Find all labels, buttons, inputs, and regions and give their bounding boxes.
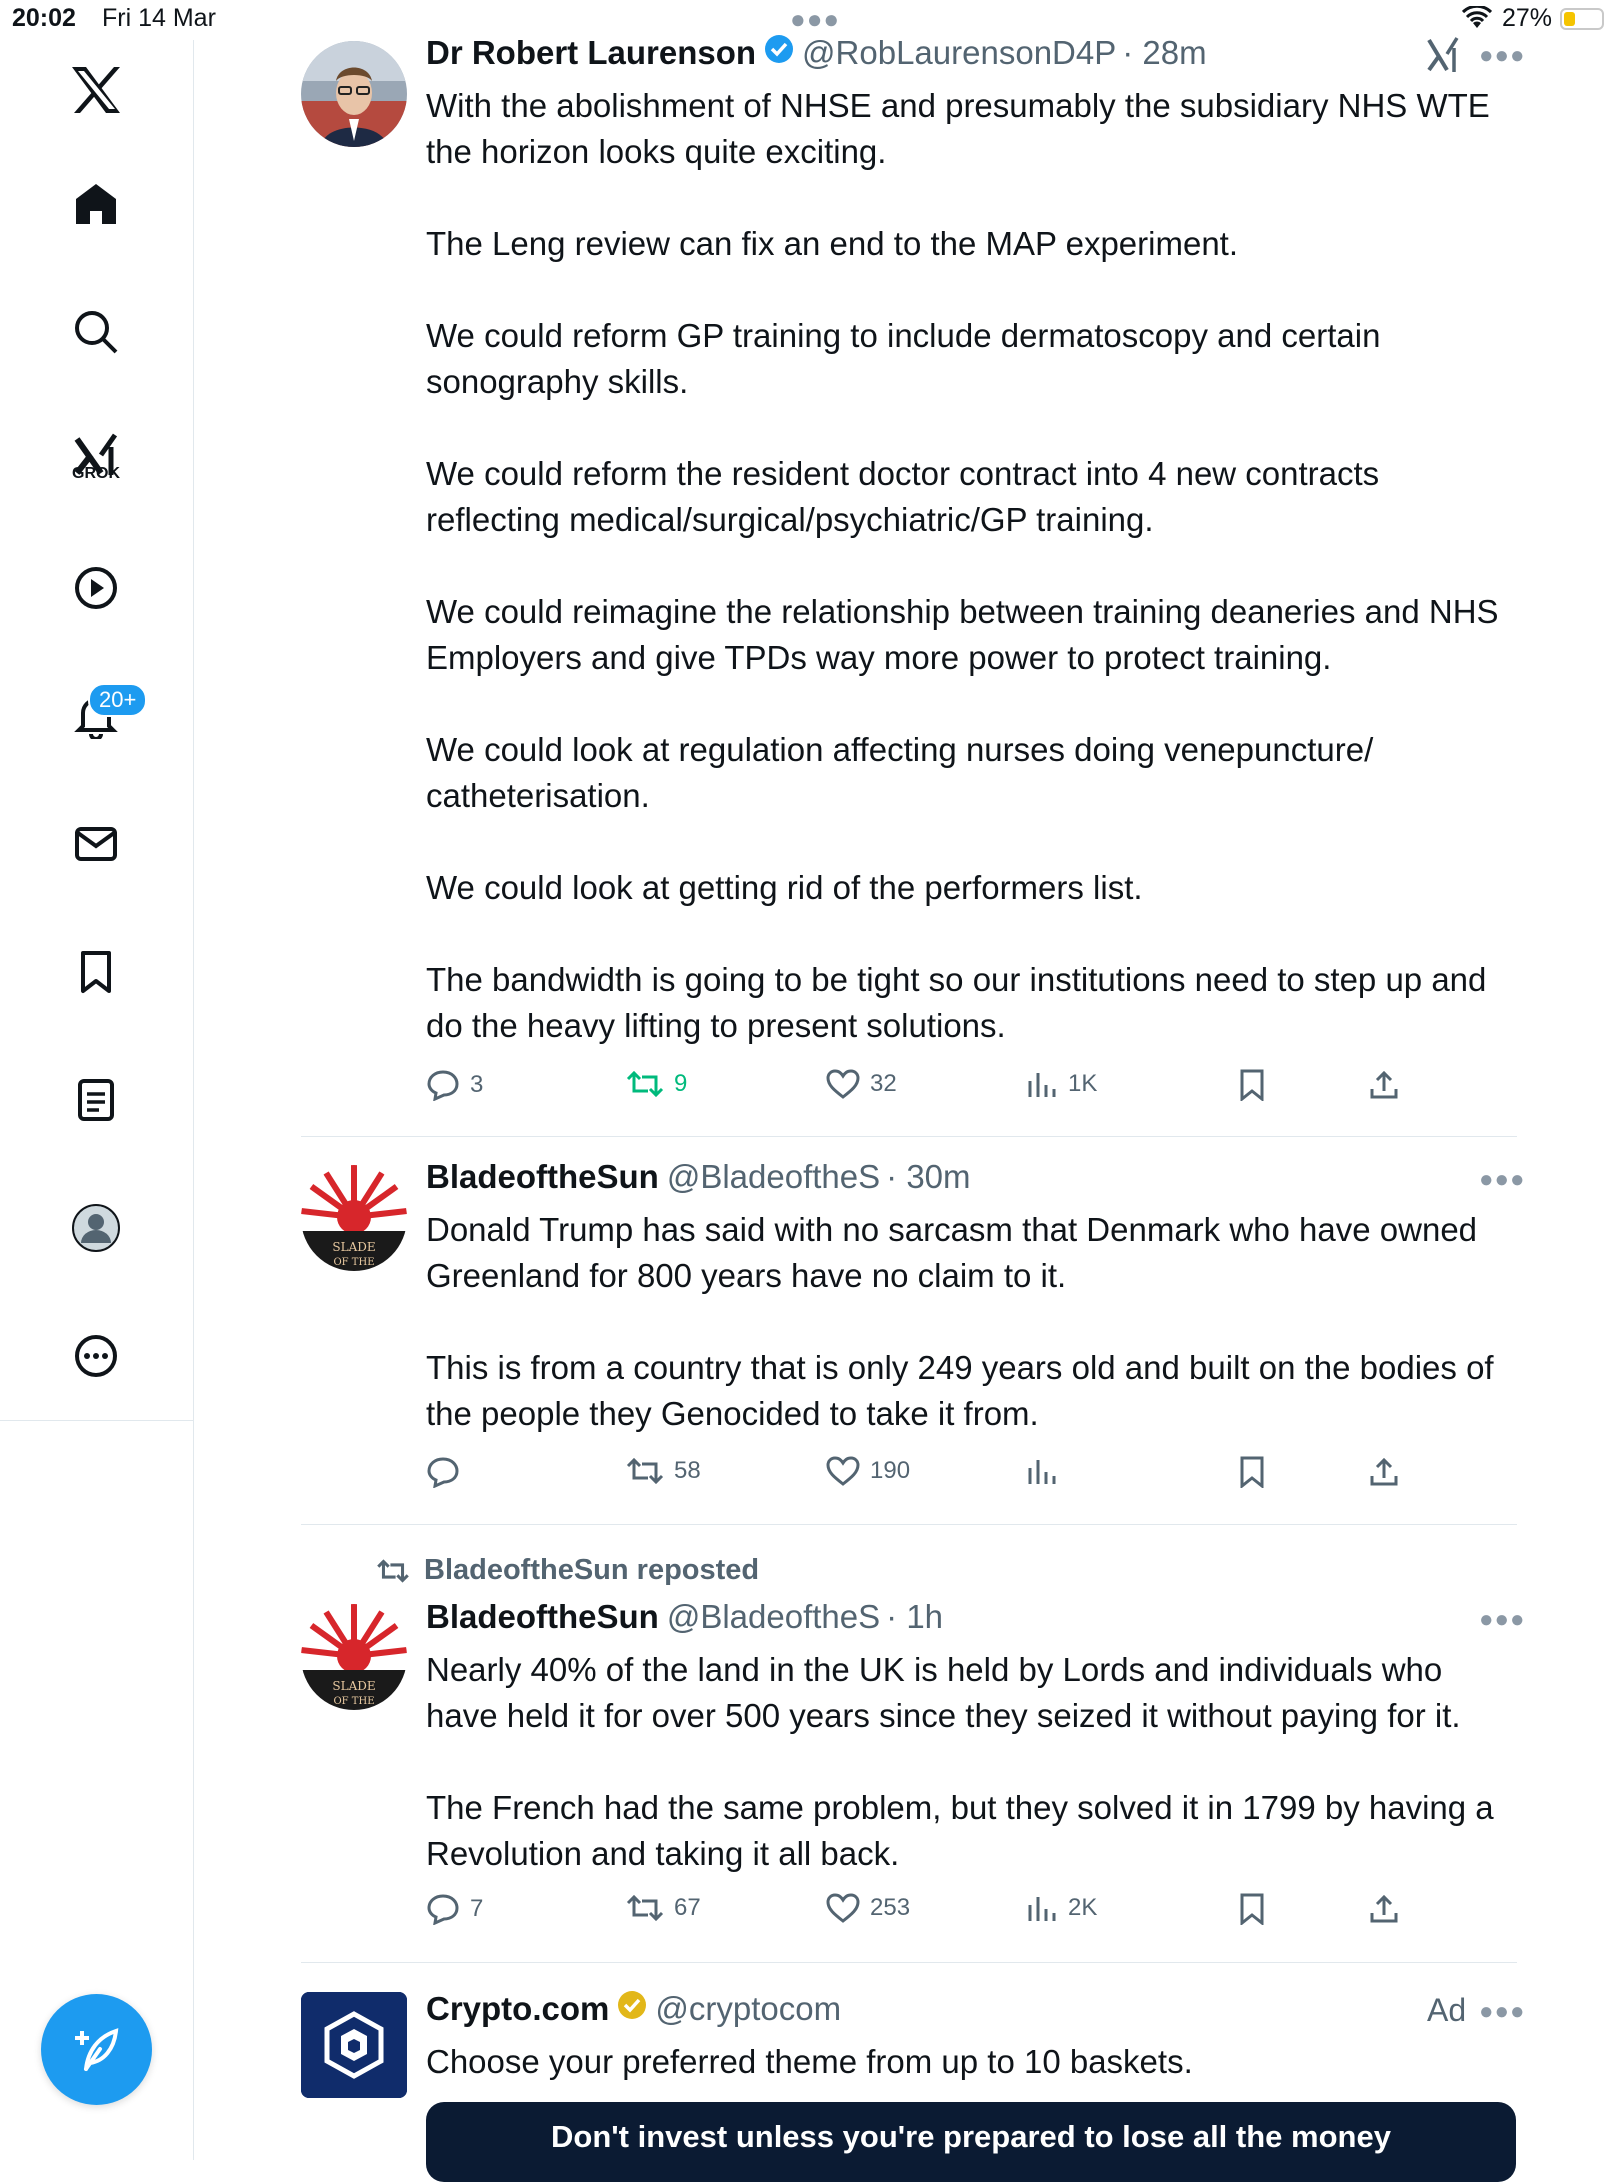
reply-icon: [426, 1456, 460, 1488]
heart-icon: [826, 1893, 860, 1923]
tweet-separator: [301, 1962, 1517, 1963]
author-name[interactable]: BladeoftheSun: [426, 1158, 659, 1195]
svg-text:OF THE: OF THE: [333, 1257, 375, 1268]
status-date: Fri 14 Mar: [102, 4, 216, 32]
avatar[interactable]: [301, 1604, 407, 1710]
reply-icon: [426, 1069, 460, 1101]
avatar[interactable]: [301, 1165, 407, 1271]
grok-icon[interactable]: [66, 425, 126, 485]
grok-analyze-icon[interactable]: [1425, 36, 1461, 79]
tweet-paragraph: This is from a country that is only 249 years old and built on the bodies of the people they Genocided to take it from.: [426, 1349, 1494, 1432]
tweet-paragraph: The Leng review can fix an end to the MAP experiment.: [426, 225, 1239, 262]
author-handle[interactable]: @cryptocom: [655, 1990, 842, 2027]
repost-button[interactable]: [626, 1069, 687, 1099]
repost-icon: [376, 1558, 410, 1584]
sidebar-divider: [0, 1420, 193, 1421]
tweet-time[interactable]: · 28m: [1122, 34, 1207, 71]
tweet-time[interactable]: · 30m: [886, 1158, 971, 1195]
wifi-icon: [1462, 6, 1492, 35]
views-icon: [1026, 1456, 1058, 1486]
more-icon[interactable]: [66, 1326, 126, 1386]
svg-text:OF THE: OF THE: [333, 1696, 375, 1707]
share-icon: [1368, 1456, 1400, 1488]
ad-label: Ad: [1427, 1992, 1467, 2028]
tweet-text: [426, 1207, 1516, 1437]
view-count: 2K: [1068, 1894, 1098, 1921]
views-icon: [1026, 1893, 1058, 1923]
reply-count: 7: [470, 1895, 484, 1922]
more-options-icon[interactable]: ●●●: [1479, 1166, 1526, 1193]
share-icon: [1368, 1069, 1400, 1101]
author-name[interactable]: Crypto.com: [426, 1990, 610, 2027]
svg-text:SLADE: SLADE: [332, 1679, 376, 1693]
heart-icon: [826, 1456, 860, 1486]
tweet-paragraph: We could reform the resident doctor contract into 4 new contracts reflecting medical/surgical/psychiatric/GP training.: [426, 455, 1380, 538]
messages-icon[interactable]: [66, 814, 126, 874]
battery-icon: [1560, 8, 1604, 30]
tweet-paragraph: We could look at regulation affecting nurses doing venepuncture/ catheterisation.: [426, 731, 1374, 814]
tweet-text: [426, 2039, 1516, 2085]
profile-icon[interactable]: [66, 1198, 126, 1258]
share-button[interactable]: [1368, 1456, 1400, 1488]
battery-percent: 27%: [1502, 4, 1553, 32]
bookmark-icon: [1238, 1456, 1266, 1488]
views-button[interactable]: [1026, 1456, 1068, 1486]
heart-icon: [826, 1069, 860, 1099]
tweet-header: [426, 34, 1207, 72]
reply-button[interactable]: [426, 1893, 483, 1925]
bookmark-button[interactable]: [1238, 1456, 1266, 1488]
reply-icon: [426, 1893, 460, 1925]
like-count: 32: [870, 1070, 897, 1097]
author-handle[interactable]: @RobLaurensonD4P: [802, 34, 1117, 71]
repost-count: 58: [674, 1457, 701, 1484]
tweet-separator: [301, 1524, 1517, 1525]
author-handle[interactable]: @BladeoftheS: [666, 1598, 881, 1635]
tweet-header: [426, 1598, 943, 1636]
repost-icon: [626, 1069, 664, 1099]
share-icon: [1368, 1893, 1400, 1925]
repost-count: 67: [674, 1894, 701, 1921]
avatar[interactable]: [301, 41, 407, 147]
share-button[interactable]: [1368, 1069, 1400, 1101]
tweet-paragraph: The French had the same problem, but they solved it in 1799 by having a Revolution and taking it all back.: [426, 1789, 1494, 1872]
author-handle[interactable]: @BladeoftheS: [666, 1158, 881, 1195]
repost-button[interactable]: [626, 1893, 701, 1923]
notifications-badge: 20+: [88, 683, 147, 717]
tweet-time[interactable]: · 1h: [886, 1598, 944, 1635]
avatar[interactable]: [301, 1992, 407, 2098]
bookmark-button[interactable]: [1238, 1069, 1266, 1101]
like-count: 253: [870, 1894, 911, 1921]
tweet-header: [426, 1158, 971, 1196]
tweet-paragraph: Donald Trump has said with no sarcasm that Denmark who have owned Greenland for 800 years have no claim to it.: [426, 1211, 1478, 1294]
repost-button[interactable]: [626, 1456, 701, 1486]
tweet-paragraph: Nearly 40% of the land in the UK is held by Lords and individuals who have held it for over 500 years since they seized it without paying for it.: [426, 1651, 1461, 1734]
tweet-actions: [426, 1456, 1406, 1496]
grok-label: GROK: [72, 465, 120, 482]
tweet-text: [426, 83, 1516, 1049]
like-button[interactable]: [826, 1069, 897, 1099]
views-icon: [1026, 1069, 1058, 1099]
like-button[interactable]: [826, 1893, 910, 1923]
repost-label: BladeoftheSun reposted: [424, 1554, 760, 1586]
tweet-paragraph: The bandwidth is going to be tight so our institutions need to step up and do the heavy lifting to present solutions.: [426, 961, 1487, 1044]
tweet-text: [426, 1647, 1516, 1877]
repost-icon: [626, 1893, 664, 1923]
tweet-separator: [301, 1136, 1517, 1137]
author-name[interactable]: BladeoftheSun: [426, 1598, 659, 1635]
compose-button[interactable]: [41, 1994, 152, 2105]
verified-gold-badge-icon[interactable]: [617, 1990, 647, 2028]
tweet-paragraph: We could reimagine the relationship between training deaneries and NHS Employers and give TPDs way more power to protect training.: [426, 593, 1499, 676]
ad-disclaimer-banner[interactable]: Don't invest unless you're prepared to lose all the money: [426, 2102, 1516, 2182]
bookmarks-icon[interactable]: [66, 942, 126, 1002]
more-options-icon[interactable]: ●●●: [1479, 1998, 1526, 2025]
home-icon[interactable]: [66, 174, 126, 234]
tweet-paragraph: We could reform GP training to include dermatoscopy and certain sonography skills.: [426, 317, 1381, 400]
repost-icon: [626, 1456, 664, 1486]
feather-plus-icon: [70, 2023, 124, 2077]
video-icon[interactable]: [66, 558, 126, 618]
reply-button[interactable]: [426, 1456, 470, 1488]
share-button[interactable]: [1368, 1893, 1400, 1925]
svg-text:SLADE: SLADE: [332, 1240, 376, 1254]
view-count: 1K: [1068, 1070, 1098, 1097]
views-button[interactable]: [1026, 1893, 1097, 1923]
like-count: 190: [870, 1457, 911, 1484]
sidebar-nav: [0, 40, 194, 2160]
reply-button[interactable]: [426, 1069, 483, 1101]
like-button[interactable]: [826, 1456, 910, 1486]
repost-context[interactable]: [376, 1554, 759, 1587]
multitasking-dots-icon[interactable]: ●●●: [790, 4, 841, 34]
lists-icon[interactable]: [66, 1070, 126, 1130]
views-button[interactable]: [1026, 1069, 1097, 1099]
tweet-paragraph: With the abolishment of NHSE and presumably the subsidiary NHS WTE the horizon looks quite exciting.: [426, 87, 1490, 170]
tweet-paragraph: Choose your preferred theme from up to 10 baskets.: [426, 2043, 1193, 2080]
more-options-icon[interactable]: ●●●: [1479, 42, 1526, 69]
author-name[interactable]: Dr Robert Laurenson: [426, 34, 757, 71]
bookmark-button[interactable]: [1238, 1893, 1266, 1925]
tweet-actions: [426, 1069, 1406, 1109]
x-logo-icon[interactable]: [66, 60, 126, 120]
tweet-actions: [426, 1893, 1406, 1933]
search-icon[interactable]: [66, 302, 126, 362]
status-time: 20:02: [12, 4, 76, 32]
more-options-icon[interactable]: ●●●: [1479, 1606, 1526, 1633]
bookmark-icon: [1238, 1069, 1266, 1101]
reply-count: 3: [470, 1071, 484, 1098]
repost-count: 9: [674, 1070, 688, 1097]
tweet-paragraph: We could look at getting rid of the performers list.: [426, 869, 1143, 906]
bookmark-icon: [1238, 1893, 1266, 1925]
verified-badge-icon[interactable]: [764, 34, 794, 72]
tweet-header: [426, 1990, 841, 2028]
